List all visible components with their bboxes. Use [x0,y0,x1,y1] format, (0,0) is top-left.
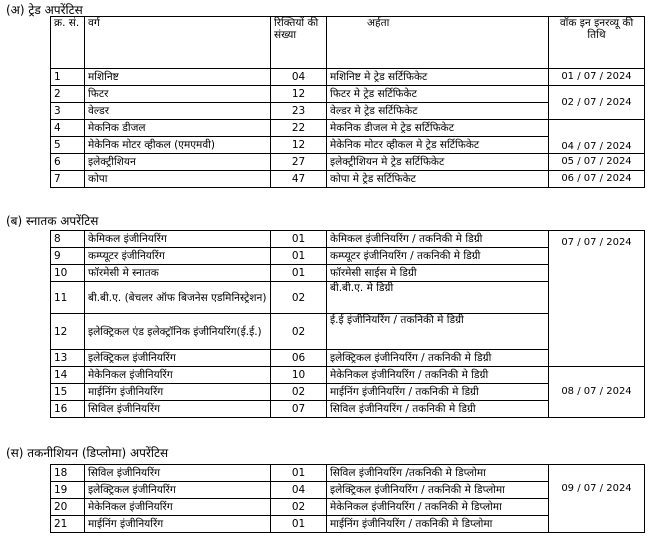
cell-vacancies: 02 [271,282,327,314]
cell-sno: 18 [51,465,85,482]
cell-date: 02 / 07 / 2024 [549,86,645,120]
cell-qualification: कोपा मे ट्रेड सर्टिफिकेट [327,171,549,188]
cell-qualification: मशिनिष्ट मे ट्रेड सर्टिफिकेट [327,69,549,86]
cell-sno: 7 [51,171,85,188]
cell-qualification: कम्प्यूटर इंजीनियरिंग / तकनिकी मे डिग्री [327,248,549,265]
cell-qualification: सिविल इंजीनियरिंग / तकनिकी मे डिग्री [327,401,549,418]
cell-vacancies: 04 [271,69,327,86]
cell-qualification: मेकेनिकल इंजीनियरिंग / तकनिकी मे डिग्री [327,367,549,384]
cell-vacancies: 01 [271,265,327,282]
cell-qualification: माईनिंग इंजीनियरिंग / तकनिकी मे डिप्लोमा [327,516,549,533]
cell-category: केमिकल इंजीनियरिंग [85,231,271,248]
header-sno: क्र. सं. [51,17,85,69]
cell-sno: 19 [51,482,85,499]
cell-category: सिविल इंजीनियरिंग [85,465,271,482]
table-row [51,367,645,384]
cell-category: मशिनिष्ट [85,69,271,86]
cell-vacancies: 10 [271,367,327,384]
cell-sno: 15 [51,384,85,401]
cell-vacancies: 22 [271,120,327,137]
cell-sno: 12 [51,314,85,350]
cell-qualification: इलेक्ट्रिकल इंजीनियरिंग / तकनिकी मे डिग्री [327,350,549,367]
cell-category: बी.बी.ए. (बेचलर ऑफ बिजनेस एडमिनिस्ट्रेशन) [85,282,271,314]
technician-apprentice-table [50,464,645,533]
cell-date: 01 / 07 / 2024 [549,69,645,86]
cell-category: मेकेनिकल इंजीनियरिंग [85,499,271,516]
cell-category: कम्प्यूटर इंजीनियरिंग [85,248,271,265]
cell-sno: 6 [51,154,85,171]
cell-qualification: मेकेनिकल इंजीनियरिंग / तकनिकी मे डिप्लोमा [327,499,549,516]
cell-category: कोपा [85,171,271,188]
cell-sno: 20 [51,499,85,516]
cell-category: माईनिंग इंजीनियरिंग [85,384,271,401]
cell-category: इलेक्ट्रिकल इंजीनियरिंग [85,350,271,367]
cell-qualification: बी.बी.ए. मे डिग्री [327,282,549,314]
cell-category: इलेक्ट्रिकल एंड इलेक्ट्रॉनिक इंजीनियरिंग(ई.ई.) [85,314,271,350]
cell-vacancies: 12 [271,86,327,103]
section-c-title: (स) तकनीशियन (डिप्लोमा) अपरेंटिस [6,446,169,460]
cell-sno: 21 [51,516,85,533]
cell-sno: 2 [51,86,85,103]
table-row [51,231,645,248]
cell-qualification: फॉरमेसी साईस मे डिग्री [327,265,549,282]
cell-vacancies: 23 [271,103,327,120]
table-row [51,86,645,103]
cell-sno: 16 [51,401,85,418]
section-b-title: (ब) स्नातक अपरेंटिस [6,214,99,228]
cell-vacancies: 02 [271,499,327,516]
section-a-title: (अ) ट्रेड अपरेंटिस [6,3,83,17]
cell-vacancies: 47 [271,171,327,188]
cell-vacancies: 12 [271,137,327,154]
header-vacancies: रिक्तियों की संख्या [271,17,327,69]
cell-sno: 4 [51,120,85,137]
cell-vacancies: 01 [271,248,327,265]
header-row [51,17,645,69]
cell-sno: 3 [51,103,85,120]
cell-date: 08 / 07 / 2024 [549,367,645,418]
cell-vacancies: 27 [271,154,327,171]
cell-date: 09 / 07 / 2024 [549,465,645,533]
cell-sno: 11 [51,282,85,314]
cell-sno: 10 [51,265,85,282]
cell-vacancies: 01 [271,231,327,248]
cell-vacancies: 07 [271,401,327,418]
cell-qualification: माईनिंग इंजीनियरिंग / तकनिकी मे डिग्री [327,384,549,401]
cell-qualification: इलेक्ट्रिकल इंजीनियरिंग / तकनिकी मे डिप्लोमा [327,482,549,499]
cell-category: वेल्डर [85,103,271,120]
cell-sno: 5 [51,137,85,154]
cell-category: मेकेनिकल इंजीनियरिंग [85,367,271,384]
cell-category: मेकनिक डीजल [85,120,271,137]
cell-qualification: सिविल इंजीनियरिंग /तकनिकी मे डिप्लोमा [327,465,549,482]
table-row [51,465,645,482]
cell-vacancies: 01 [271,516,327,533]
cell-qualification: फिटर मे ट्रेड सर्टिफिकेट [327,86,549,103]
table-row [51,69,645,86]
header-category: वर्ग [85,17,271,69]
cell-sno: 8 [51,231,85,248]
cell-vacancies: 06 [271,350,327,367]
cell-sno: 13 [51,350,85,367]
table-row [51,120,645,137]
cell-sno: 14 [51,367,85,384]
cell-category: माईनिंग इंजीनियरिंग [85,516,271,533]
cell-date: 05 / 07 / 2024 [549,154,645,171]
cell-category: सिविल इंजीनियरिंग [85,401,271,418]
cell-vacancies: 02 [271,314,327,350]
cell-date: 04 / 07 / 2024 [549,120,645,154]
header-date: वॉक इन इनरव्यू की तिथि [549,17,645,69]
table-row [51,171,645,188]
cell-category: इलेक्ट्रिकल इंजीनियरिंग [85,482,271,499]
cell-vacancies: 04 [271,482,327,499]
trade-apprentice-table [50,16,645,188]
cell-qualification: मेकनिक डीजल मे ट्रेड सर्टिफिकेट [327,120,549,137]
cell-date: 07 / 07 / 2024 [549,231,645,367]
header-qualification: अर्हता [327,17,549,69]
cell-qualification: इलेक्ट्रीशियन मे ट्रेड सर्टिफिकेट [327,154,549,171]
cell-category: इलेक्ट्रीशियन [85,154,271,171]
cell-category: फॉरमेसी मे स्नातक [85,265,271,282]
cell-qualification: वेल्डर मे ट्रेड सर्टिफिकेट [327,103,549,120]
cell-qualification: ई.ई इंजीनियरिंग / तकनिकी मे डिग्री [327,314,549,350]
cell-qualification: मेकेनिक मोटर व्हीकल मे ट्रेड सर्टिफिकेट [327,137,549,154]
cell-date: 06 / 07 / 2024 [549,171,645,188]
cell-vacancies: 01 [271,465,327,482]
cell-vacancies: 02 [271,384,327,401]
cell-category: मेकेनिक मोटर व्हीकल (एमएमवी) [85,137,271,154]
table-row [51,154,645,171]
graduate-apprentice-table [50,230,645,418]
cell-category: फिटर [85,86,271,103]
cell-qualification: केमिकल इंजीनियरिंग / तकनिकी मे डिग्री [327,231,549,248]
cell-sno: 1 [51,69,85,86]
cell-sno: 9 [51,248,85,265]
